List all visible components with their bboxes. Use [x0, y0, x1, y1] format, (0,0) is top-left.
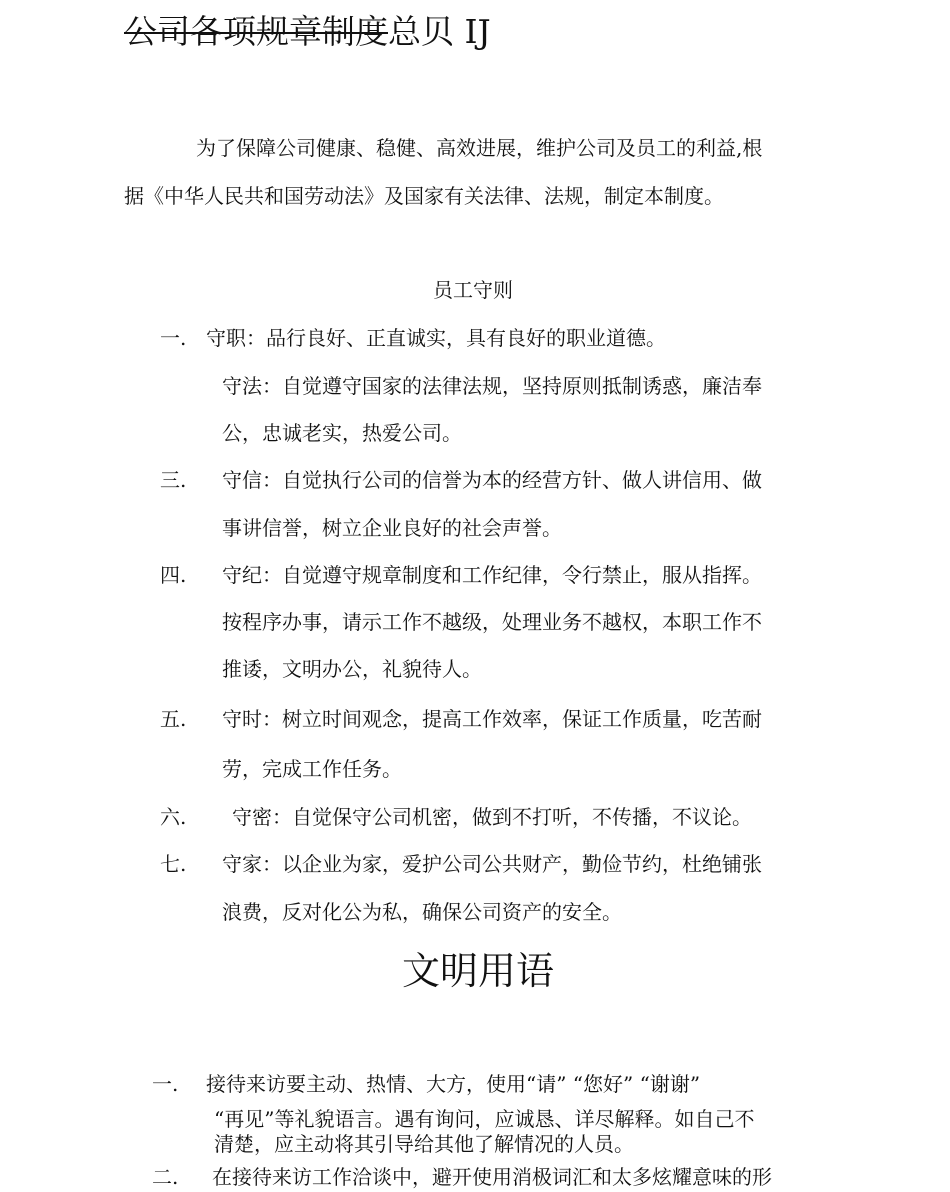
rule-text: 守信：自觉执行公司的信誉为本的经营方针、做人讲信用、做	[222, 468, 762, 492]
rule-text: 按程序办事，请示工作不越级，处理业务不越权，本职工作不	[222, 610, 762, 634]
rule-text: 浪费，反对化公为私，确保公司资产的安全。	[222, 900, 622, 924]
rule-text: 守密：自觉保守公司机密，做到不打听，不传播，不议论。	[232, 805, 752, 829]
document-title	[124, 6, 491, 53]
section-title-employee-rules: 员工守则	[433, 278, 513, 302]
speech-number: 一.	[152, 1072, 179, 1096]
speech-text: 接待来访要主动、热情、大方，使用“请” “您好” “谢谢”	[206, 1072, 701, 1096]
rule-text: 守家：以企业为家，爱护公司公共财产，勤俭节约，杜绝铺张	[222, 852, 762, 876]
rule-text: 守法：自觉遵守国家的法律法规，坚持原则抵制诱惑，廉洁奉	[222, 374, 762, 398]
document-title-struck: 公司各项规章制度	[124, 12, 388, 51]
rule-number: 七.	[160, 852, 187, 876]
intro-line-2: 据《中华人民共和国劳动法》及国家有关法律、法规，制定本制度。	[124, 184, 724, 208]
document-title-rest: 总贝 IJ	[388, 12, 491, 51]
rule-text: 守纪：自觉遵守规章制度和工作纪律，令行禁止，服从指挥。	[222, 563, 762, 587]
rule-text: 公，忠诚老实，热爱公司。	[222, 421, 462, 445]
intro-line-1: 为了保障公司健康、稳健、高效进展，维护公司及员工的利益,根	[196, 136, 763, 160]
speech-text: “再见”等礼貌语言。遇有询问，应诚恳、详尽解释。如自己不	[214, 1107, 755, 1131]
speech-text: 清楚，应主动将其引导给其他了解情况的人员。	[214, 1132, 634, 1156]
rule-number: 六.	[160, 805, 187, 829]
speech-number: 二.	[152, 1165, 179, 1189]
rule-number: 五.	[160, 707, 187, 731]
rule-number: 三.	[160, 468, 187, 492]
rule-text: 守时：树立时间观念，提高工作效率，保证工作质量，吃苦耐	[222, 707, 762, 731]
rule-text: 劳，完成工作任务。	[222, 757, 402, 781]
rule-text: 守职：品行良好、正直诚实，具有良好的职业道德。	[206, 326, 666, 350]
rule-number: 一.	[160, 326, 187, 350]
section-title-polite-language: 文明用语	[402, 949, 555, 993]
rule-text: 推诿，文明办公，礼貌待人。	[222, 657, 482, 681]
rule-text: 事讲信誉，树立企业良好的社会声誉。	[222, 516, 562, 540]
speech-text: 在接待来访工作洽谈中，避开使用消极词汇和太多炫耀意味的形	[212, 1165, 772, 1189]
rule-number: 四.	[160, 563, 187, 587]
